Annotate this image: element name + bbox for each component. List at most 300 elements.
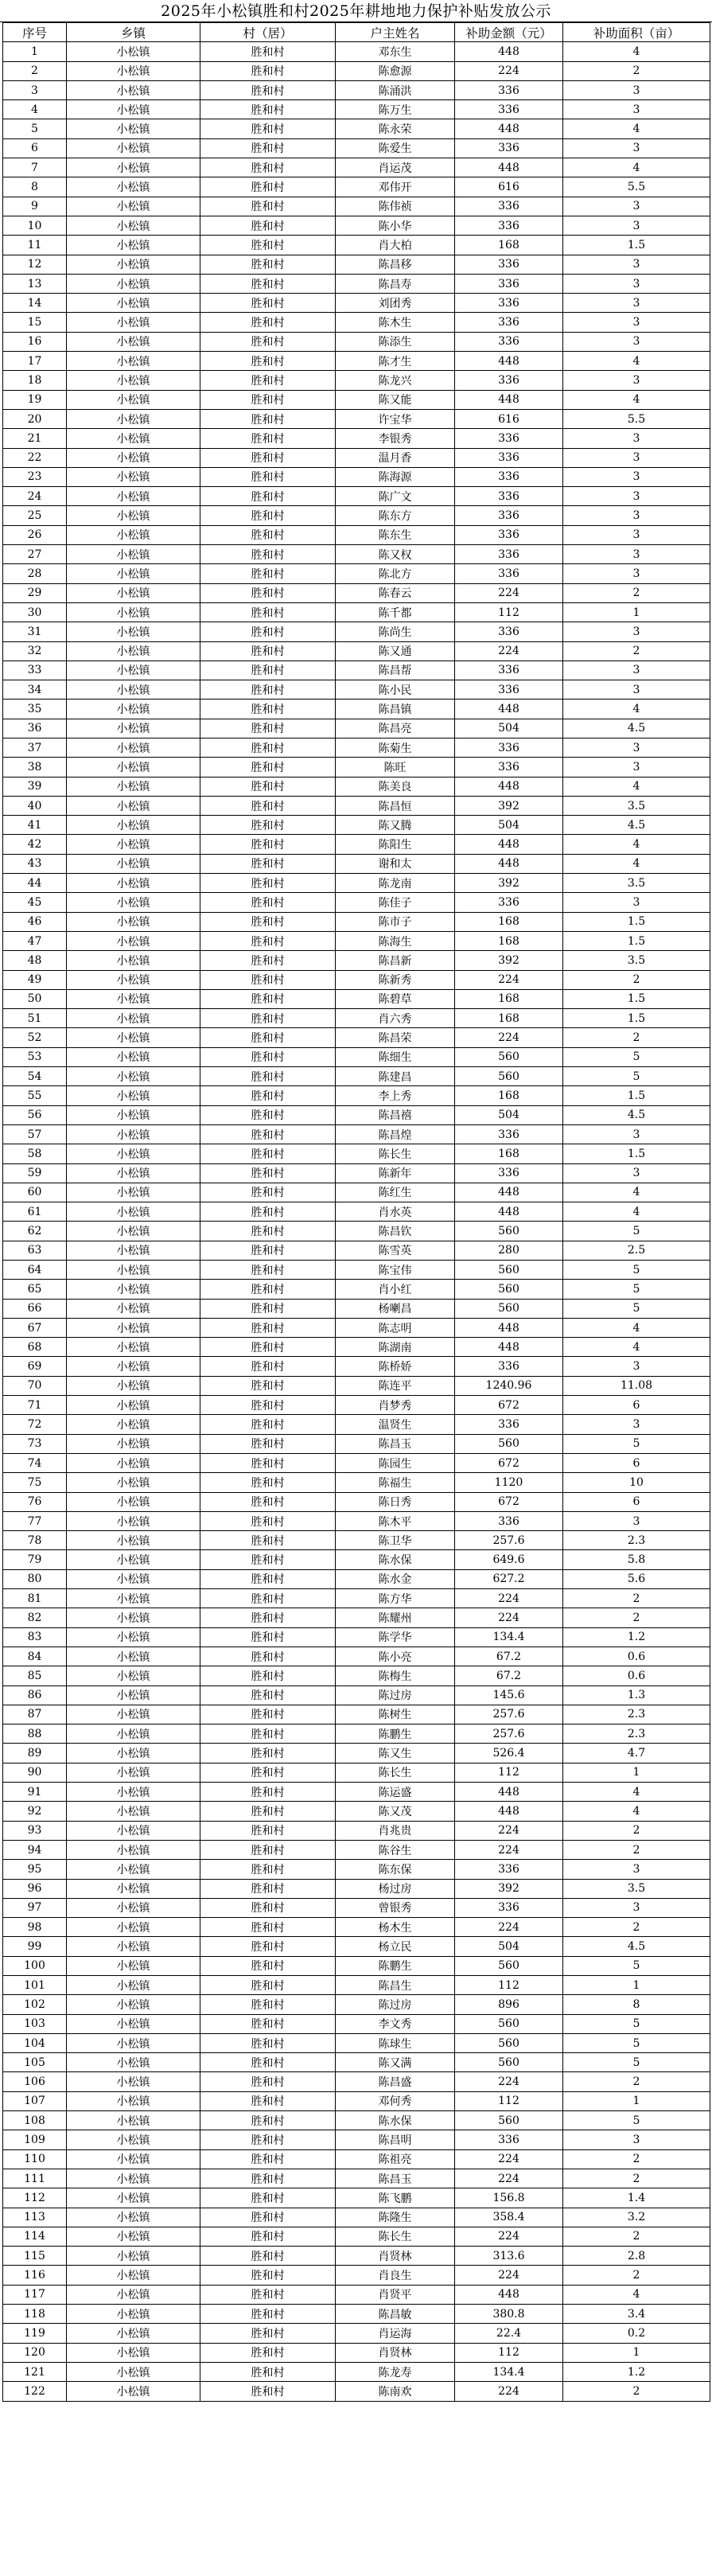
cell-index: 61 bbox=[3, 1202, 67, 1222]
table-row bbox=[3, 1511, 710, 1530]
cell-amount: 560 bbox=[455, 2111, 563, 2130]
cell-area: 1.5 bbox=[563, 1144, 710, 1163]
cell-index: 112 bbox=[3, 2188, 67, 2208]
table-row bbox=[3, 1531, 710, 1550]
cell-amount: 224 bbox=[455, 1608, 563, 1627]
cell-amount: 560 bbox=[455, 1261, 563, 1280]
cell-householder: 陈永荣 bbox=[336, 119, 455, 138]
cell-householder: 陈又茂 bbox=[336, 1802, 455, 1821]
table-row bbox=[3, 1009, 710, 1028]
cell-area: 3.5 bbox=[563, 1879, 710, 1898]
cell-index: 15 bbox=[3, 313, 67, 332]
cell-village: 胜和村 bbox=[200, 1821, 336, 1840]
cell-area: 1.5 bbox=[563, 989, 710, 1008]
cell-amount: 336 bbox=[455, 622, 563, 641]
cell-town: 小松镇 bbox=[67, 1261, 200, 1280]
cell-village: 胜和村 bbox=[200, 100, 336, 119]
cell-village: 胜和村 bbox=[200, 61, 336, 80]
cell-area: 4 bbox=[563, 390, 710, 409]
cell-index: 104 bbox=[3, 2033, 67, 2052]
cell-householder: 陈过房 bbox=[336, 1995, 455, 2014]
cell-area: 1.5 bbox=[563, 236, 710, 255]
cell-village: 胜和村 bbox=[200, 2247, 336, 2266]
cell-index: 56 bbox=[3, 1105, 67, 1124]
cell-householder: 肖良生 bbox=[336, 2266, 455, 2285]
cell-town: 小松镇 bbox=[67, 506, 200, 525]
cell-area: 4 bbox=[563, 1783, 710, 1802]
table-row bbox=[3, 525, 710, 544]
cell-town: 小松镇 bbox=[67, 216, 200, 235]
cell-village: 胜和村 bbox=[200, 835, 336, 854]
cell-town: 小松镇 bbox=[67, 2247, 200, 2266]
table-row bbox=[3, 1299, 710, 1318]
cell-householder: 陈细生 bbox=[336, 1047, 455, 1066]
cell-area: 4 bbox=[563, 1183, 710, 1202]
cell-amount: 448 bbox=[455, 352, 563, 371]
cell-town: 小松镇 bbox=[67, 796, 200, 815]
cell-village: 胜和村 bbox=[200, 216, 336, 235]
cell-town: 小松镇 bbox=[67, 2149, 200, 2169]
table-row bbox=[3, 294, 710, 313]
cell-area: 3 bbox=[563, 1124, 710, 1144]
cell-area: 8 bbox=[563, 1995, 710, 2014]
table-row bbox=[3, 61, 710, 80]
cell-town: 小松镇 bbox=[67, 719, 200, 738]
cell-town: 小松镇 bbox=[67, 1879, 200, 1898]
cell-index: 86 bbox=[3, 1686, 67, 1705]
cell-amount: 336 bbox=[455, 216, 563, 235]
cell-amount: 896 bbox=[455, 1995, 563, 2014]
cell-town: 小松镇 bbox=[67, 2227, 200, 2246]
cell-householder: 陈昌敏 bbox=[336, 2305, 455, 2324]
cell-amount: 224 bbox=[455, 641, 563, 661]
cell-householder: 邓东生 bbox=[336, 42, 455, 61]
cell-amount: 336 bbox=[455, 294, 563, 313]
cell-amount: 112 bbox=[455, 2091, 563, 2110]
cell-amount: 616 bbox=[455, 409, 563, 428]
cell-area: 3.5 bbox=[563, 874, 710, 893]
cell-village: 胜和村 bbox=[200, 390, 336, 409]
cell-area: 3.4 bbox=[563, 2305, 710, 2324]
table-row bbox=[3, 409, 710, 428]
cell-householder: 陈学华 bbox=[336, 1627, 455, 1647]
cell-amount: 168 bbox=[455, 1086, 563, 1105]
cell-householder: 陈水保 bbox=[336, 1550, 455, 1569]
cell-village: 胜和村 bbox=[200, 487, 336, 506]
cell-index: 106 bbox=[3, 2072, 67, 2091]
cell-village: 胜和村 bbox=[200, 1783, 336, 1802]
table-body bbox=[3, 42, 710, 2401]
cell-householder: 陈万生 bbox=[336, 100, 455, 119]
table-row bbox=[3, 912, 710, 931]
cell-householder: 陈方华 bbox=[336, 1589, 455, 1608]
table-row bbox=[3, 1280, 710, 1299]
cell-householder: 陈昌钦 bbox=[336, 1222, 455, 1241]
cell-area: 3 bbox=[563, 371, 710, 390]
cell-town: 小松镇 bbox=[67, 1280, 200, 1299]
cell-town: 小松镇 bbox=[67, 2343, 200, 2362]
cell-amount: 336 bbox=[455, 1415, 563, 1434]
cell-village: 胜和村 bbox=[200, 1569, 336, 1588]
cell-village: 胜和村 bbox=[200, 2285, 336, 2304]
cell-town: 小松镇 bbox=[67, 2285, 200, 2304]
cell-householder: 陈隆生 bbox=[336, 2208, 455, 2227]
cell-area: 3 bbox=[563, 680, 710, 700]
cell-village: 胜和村 bbox=[200, 236, 336, 255]
table-row bbox=[3, 1995, 710, 2014]
cell-index: 92 bbox=[3, 1802, 67, 1821]
cell-householder: 肖贤平 bbox=[336, 2285, 455, 2304]
cell-index: 51 bbox=[3, 1009, 67, 1028]
cell-village: 胜和村 bbox=[200, 2305, 336, 2324]
table-row bbox=[3, 1724, 710, 1744]
cell-amount: 67.2 bbox=[455, 1647, 563, 1666]
cell-amount: 336 bbox=[455, 1163, 563, 1183]
cell-householder: 肖兆贵 bbox=[336, 1821, 455, 1840]
cell-town: 小松镇 bbox=[67, 738, 200, 757]
cell-index: 17 bbox=[3, 352, 67, 371]
cell-householder: 刘团秀 bbox=[336, 294, 455, 313]
cell-amount: 224 bbox=[455, 2072, 563, 2091]
cell-town: 小松镇 bbox=[67, 138, 200, 158]
cell-village: 胜和村 bbox=[200, 816, 336, 835]
table-row bbox=[3, 1376, 710, 1395]
cell-town: 小松镇 bbox=[67, 1124, 200, 1144]
cell-amount: 448 bbox=[455, 1318, 563, 1337]
cell-amount: 224 bbox=[455, 1918, 563, 1937]
cell-index: 6 bbox=[3, 138, 67, 158]
table-row bbox=[3, 1686, 710, 1705]
cell-index: 8 bbox=[3, 177, 67, 197]
cell-area: 2.3 bbox=[563, 1705, 710, 1724]
cell-householder: 陈园生 bbox=[336, 1453, 455, 1472]
cell-town: 小松镇 bbox=[67, 874, 200, 893]
cell-amount: 336 bbox=[455, 467, 563, 486]
cell-town: 小松镇 bbox=[67, 1589, 200, 1608]
cell-area: 3.5 bbox=[563, 796, 710, 815]
cell-index: 78 bbox=[3, 1531, 67, 1550]
table-row bbox=[3, 1975, 710, 1994]
cell-village: 胜和村 bbox=[200, 1937, 336, 1956]
cell-village: 胜和村 bbox=[200, 119, 336, 138]
cell-area: 3 bbox=[563, 525, 710, 544]
cell-town: 小松镇 bbox=[67, 467, 200, 486]
cell-index: 118 bbox=[3, 2305, 67, 2324]
cell-village: 胜和村 bbox=[200, 2130, 336, 2149]
cell-amount: 22.4 bbox=[455, 2324, 563, 2343]
page-title: 2025年小松镇胜和村2025年耕地地力保护补贴发放公示 bbox=[0, 0, 712, 22]
cell-index: 101 bbox=[3, 1975, 67, 1994]
table-row bbox=[3, 2208, 710, 2227]
cell-amount: 560 bbox=[455, 2014, 563, 2033]
cell-amount: 168 bbox=[455, 1009, 563, 1028]
cell-village: 胜和村 bbox=[200, 1531, 336, 1550]
cell-index: 89 bbox=[3, 1744, 67, 1763]
cell-householder: 陈红生 bbox=[336, 1183, 455, 1202]
cell-village: 胜和村 bbox=[200, 700, 336, 719]
table-row bbox=[3, 2072, 710, 2091]
cell-area: 4 bbox=[563, 119, 710, 138]
cell-amount: 504 bbox=[455, 1105, 563, 1124]
cell-index: 94 bbox=[3, 1840, 67, 1859]
cell-amount: 224 bbox=[455, 583, 563, 602]
cell-amount: 392 bbox=[455, 874, 563, 893]
cell-index: 1 bbox=[3, 42, 67, 61]
cell-index: 80 bbox=[3, 1569, 67, 1588]
cell-area: 1.2 bbox=[563, 2362, 710, 2381]
table-row bbox=[3, 641, 710, 661]
cell-town: 小松镇 bbox=[67, 1202, 200, 1222]
cell-town: 小松镇 bbox=[67, 1183, 200, 1202]
header-area: 补助面积（亩） bbox=[563, 23, 710, 42]
table-row bbox=[3, 236, 710, 255]
cell-village: 胜和村 bbox=[200, 602, 336, 622]
cell-village: 胜和村 bbox=[200, 758, 336, 777]
cell-index: 69 bbox=[3, 1357, 67, 1376]
cell-town: 小松镇 bbox=[67, 2266, 200, 2285]
cell-index: 38 bbox=[3, 758, 67, 777]
cell-amount: 560 bbox=[455, 1299, 563, 1318]
cell-householder: 邓伟开 bbox=[336, 177, 455, 197]
cell-index: 18 bbox=[3, 371, 67, 390]
cell-householder: 陈昌荣 bbox=[336, 1028, 455, 1047]
cell-town: 小松镇 bbox=[67, 1105, 200, 1124]
cell-householder: 李上秀 bbox=[336, 1086, 455, 1105]
table-row bbox=[3, 1840, 710, 1859]
cell-amount: 336 bbox=[455, 1357, 563, 1376]
cell-index: 14 bbox=[3, 294, 67, 313]
cell-area: 5 bbox=[563, 1067, 710, 1086]
table-row bbox=[3, 197, 710, 216]
cell-area: 2 bbox=[563, 1821, 710, 1840]
cell-householder: 陈又腾 bbox=[336, 816, 455, 835]
cell-index: 49 bbox=[3, 970, 67, 989]
cell-householder: 陈长生 bbox=[336, 2227, 455, 2246]
cell-village: 胜和村 bbox=[200, 970, 336, 989]
cell-village: 胜和村 bbox=[200, 1860, 336, 1879]
cell-area: 5 bbox=[563, 1299, 710, 1318]
cell-index: 60 bbox=[3, 1183, 67, 1202]
cell-area: 3 bbox=[563, 216, 710, 235]
cell-amount: 336 bbox=[455, 448, 563, 467]
cell-householder: 陈昌明 bbox=[336, 2130, 455, 2149]
cell-index: 41 bbox=[3, 816, 67, 835]
cell-town: 小松镇 bbox=[67, 1241, 200, 1260]
cell-householder: 陈愈源 bbox=[336, 61, 455, 80]
cell-village: 胜和村 bbox=[200, 1338, 336, 1357]
cell-town: 小松镇 bbox=[67, 1357, 200, 1376]
cell-index: 52 bbox=[3, 1028, 67, 1047]
cell-town: 小松镇 bbox=[67, 119, 200, 138]
cell-town: 小松镇 bbox=[67, 1724, 200, 1744]
cell-householder: 温月香 bbox=[336, 448, 455, 467]
cell-householder: 陈美良 bbox=[336, 777, 455, 796]
cell-town: 小松镇 bbox=[67, 2188, 200, 2208]
table-row bbox=[3, 352, 710, 371]
cell-village: 胜和村 bbox=[200, 1376, 336, 1395]
table-row bbox=[3, 1783, 710, 1802]
cell-householder: 陈飞鹏 bbox=[336, 2188, 455, 2208]
cell-village: 胜和村 bbox=[200, 796, 336, 815]
cell-amount: 392 bbox=[455, 796, 563, 815]
cell-householder: 陈南欢 bbox=[336, 2382, 455, 2401]
cell-village: 胜和村 bbox=[200, 1067, 336, 1086]
cell-area: 1 bbox=[563, 2343, 710, 2362]
cell-village: 胜和村 bbox=[200, 1028, 336, 1047]
cell-householder: 陈谷生 bbox=[336, 1840, 455, 1859]
cell-index: 34 bbox=[3, 680, 67, 700]
cell-amount: 336 bbox=[455, 313, 563, 332]
cell-village: 胜和村 bbox=[200, 274, 336, 293]
cell-amount: 448 bbox=[455, 390, 563, 409]
cell-amount: 448 bbox=[455, 119, 563, 138]
cell-index: 95 bbox=[3, 1860, 67, 1879]
cell-householder: 陈昌恒 bbox=[336, 796, 455, 815]
table-row bbox=[3, 467, 710, 486]
cell-town: 小松镇 bbox=[67, 1396, 200, 1415]
cell-area: 3 bbox=[563, 1163, 710, 1183]
cell-town: 小松镇 bbox=[67, 294, 200, 313]
cell-area: 3 bbox=[563, 467, 710, 486]
cell-area: 4 bbox=[563, 1802, 710, 1821]
cell-index: 117 bbox=[3, 2285, 67, 2304]
table-row bbox=[3, 2091, 710, 2110]
cell-town: 小松镇 bbox=[67, 1047, 200, 1066]
cell-index: 50 bbox=[3, 989, 67, 1008]
cell-town: 小松镇 bbox=[67, 564, 200, 583]
table-header bbox=[3, 23, 710, 42]
cell-index: 115 bbox=[3, 2247, 67, 2266]
cell-area: 3 bbox=[563, 332, 710, 351]
cell-town: 小松镇 bbox=[67, 931, 200, 950]
cell-village: 胜和村 bbox=[200, 2208, 336, 2227]
cell-village: 胜和村 bbox=[200, 1415, 336, 1434]
cell-area: 3 bbox=[563, 738, 710, 757]
cell-householder: 肖运茂 bbox=[336, 158, 455, 177]
cell-index: 85 bbox=[3, 1666, 67, 1686]
cell-householder: 陈又能 bbox=[336, 390, 455, 409]
cell-town: 小松镇 bbox=[67, 2091, 200, 2110]
table-row bbox=[3, 854, 710, 873]
cell-town: 小松镇 bbox=[67, 854, 200, 873]
cell-area: 2 bbox=[563, 2149, 710, 2169]
cell-area: 3 bbox=[563, 1511, 710, 1530]
table-row bbox=[3, 2324, 710, 2343]
cell-householder: 陈涌洪 bbox=[336, 80, 455, 99]
cell-area: 4 bbox=[563, 1318, 710, 1337]
cell-householder: 李文秀 bbox=[336, 2014, 455, 2033]
table-row bbox=[3, 564, 710, 583]
cell-town: 小松镇 bbox=[67, 429, 200, 448]
cell-index: 31 bbox=[3, 622, 67, 641]
cell-town: 小松镇 bbox=[67, 1705, 200, 1724]
cell-village: 胜和村 bbox=[200, 931, 336, 950]
cell-village: 胜和村 bbox=[200, 138, 336, 158]
cell-village: 胜和村 bbox=[200, 371, 336, 390]
cell-town: 小松镇 bbox=[67, 2014, 200, 2033]
cell-village: 胜和村 bbox=[200, 2362, 336, 2381]
cell-householder: 陈阳生 bbox=[336, 835, 455, 854]
cell-householder: 陈添生 bbox=[336, 332, 455, 351]
cell-householder: 陈宝伟 bbox=[336, 1261, 455, 1280]
header-town: 乡镇 bbox=[67, 23, 200, 42]
cell-index: 11 bbox=[3, 236, 67, 255]
cell-village: 胜和村 bbox=[200, 352, 336, 371]
cell-town: 小松镇 bbox=[67, 177, 200, 197]
cell-amount: 168 bbox=[455, 931, 563, 950]
cell-area: 3 bbox=[563, 100, 710, 119]
cell-householder: 邓何秀 bbox=[336, 2091, 455, 2110]
cell-index: 10 bbox=[3, 216, 67, 235]
cell-area: 1 bbox=[563, 1975, 710, 1994]
cell-town: 小松镇 bbox=[67, 2033, 200, 2052]
cell-town: 小松镇 bbox=[67, 80, 200, 99]
cell-area: 3 bbox=[563, 255, 710, 274]
cell-town: 小松镇 bbox=[67, 2324, 200, 2343]
table-row bbox=[3, 1627, 710, 1647]
table-row bbox=[3, 1744, 710, 1763]
table-row bbox=[3, 1608, 710, 1627]
cell-village: 胜和村 bbox=[200, 1357, 336, 1376]
cell-index: 103 bbox=[3, 2014, 67, 2033]
cell-town: 小松镇 bbox=[67, 1666, 200, 1686]
cell-area: 4.5 bbox=[563, 1105, 710, 1124]
cell-town: 小松镇 bbox=[67, 255, 200, 274]
cell-householder: 陈雪英 bbox=[336, 1241, 455, 1260]
cell-householder: 杨木生 bbox=[336, 1918, 455, 1937]
cell-householder: 陈昌玉 bbox=[336, 1434, 455, 1453]
table-row bbox=[3, 1821, 710, 1840]
cell-village: 胜和村 bbox=[200, 1686, 336, 1705]
cell-index: 23 bbox=[3, 467, 67, 486]
table-row bbox=[3, 1569, 710, 1588]
cell-town: 小松镇 bbox=[67, 352, 200, 371]
cell-householder: 陈东保 bbox=[336, 1860, 455, 1879]
cell-area: 3 bbox=[563, 429, 710, 448]
table-row bbox=[3, 1492, 710, 1511]
cell-index: 121 bbox=[3, 2362, 67, 2381]
cell-index: 105 bbox=[3, 2053, 67, 2072]
cell-index: 70 bbox=[3, 1376, 67, 1395]
cell-village: 胜和村 bbox=[200, 2091, 336, 2110]
cell-town: 小松镇 bbox=[67, 1840, 200, 1859]
cell-village: 胜和村 bbox=[200, 177, 336, 197]
cell-amount: 336 bbox=[455, 138, 563, 158]
cell-town: 小松镇 bbox=[67, 1918, 200, 1937]
cell-area: 2 bbox=[563, 2072, 710, 2091]
cell-householder: 陈龙兴 bbox=[336, 371, 455, 390]
cell-amount: 224 bbox=[455, 61, 563, 80]
cell-village: 胜和村 bbox=[200, 1589, 336, 1608]
cell-village: 胜和村 bbox=[200, 1898, 336, 1917]
cell-index: 46 bbox=[3, 912, 67, 931]
cell-householder: 陈广文 bbox=[336, 487, 455, 506]
cell-area: 4.5 bbox=[563, 1937, 710, 1956]
cell-householder: 陈昌生 bbox=[336, 1975, 455, 1994]
cell-village: 胜和村 bbox=[200, 1840, 336, 1859]
table-row bbox=[3, 777, 710, 796]
cell-amount: 168 bbox=[455, 989, 563, 1008]
table-row bbox=[3, 931, 710, 950]
table-row bbox=[3, 951, 710, 970]
cell-householder: 李银秀 bbox=[336, 429, 455, 448]
cell-area: 3 bbox=[563, 138, 710, 158]
cell-village: 胜和村 bbox=[200, 2033, 336, 2052]
cell-index: 93 bbox=[3, 1821, 67, 1840]
cell-area: 3 bbox=[563, 274, 710, 293]
cell-index: 84 bbox=[3, 1647, 67, 1666]
cell-area: 3 bbox=[563, 545, 710, 564]
